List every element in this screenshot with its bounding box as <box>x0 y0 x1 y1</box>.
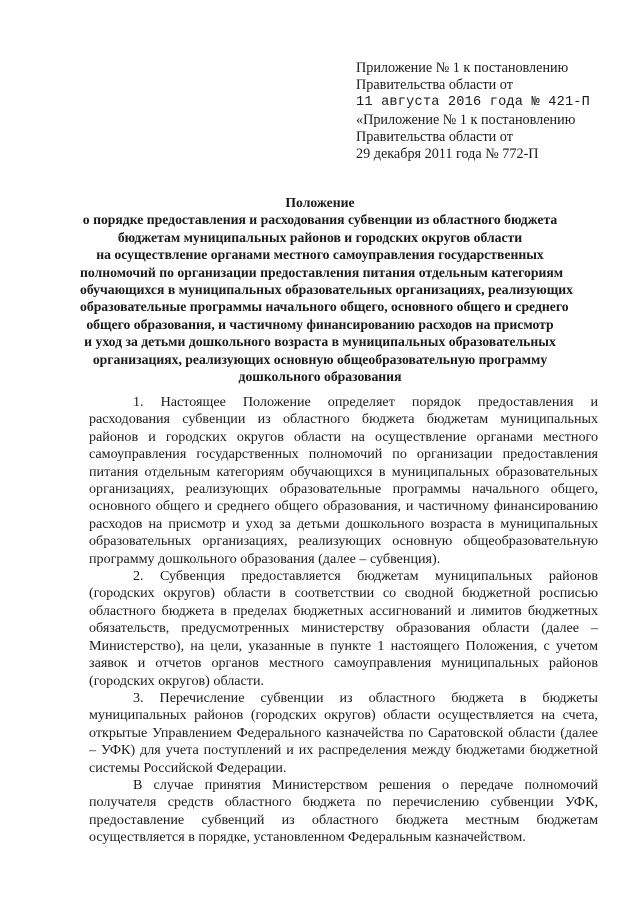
header-quote-line: «Приложение № 1 к постановлению <box>356 111 576 128</box>
title-line: обучающихся в муниципальных образовательных организациях, реализующих <box>80 282 573 298</box>
title-line: на осуществление органами местного самоуправления государственных <box>96 247 544 263</box>
title-line: и уход за детьми дошкольного возраста в муниципальных образовательных <box>84 334 556 350</box>
title-line: общего образования, и частичному финансированию расходов на присмотр <box>86 316 554 332</box>
title-line: о порядке предоставления и расходования субвенции из областного бюджета <box>82 212 558 228</box>
header-quote-line: 29 декабря 2011 года № 772-П <box>356 146 539 163</box>
title-line: бюджетам муниципальных районов и городских округов области <box>117 229 523 245</box>
title-line: полномочий по организации предоставления питания отдельным категориям <box>80 264 564 280</box>
header-line: Приложение № 1 к постановлению <box>356 60 569 76</box>
paragraph-4: В случае принятия Министерством решения о передаче полномочий получателя средств областного бюджета по перечислению субвенции УФК, предоставление субвенций из областного бюджета местным бюджетам осуществляется в порядке, установленном Федеральным казначейством. <box>89 776 598 846</box>
header-line: Правительства области от <box>356 77 513 94</box>
paragraph-1: 1. Настоящее Положение определяет порядок предоставления и расходования субвенции из областного бюджета бюджетам муниципальных районов и городских округов области на осуществление органами местного самоуправления государственных полномочий по организации предоставления питания отдельным категориям обучающихся в муниципальных образовательных организациях, реализующих образовательные программы начального общего, основного общего и среднего общего образования, и частичному финансированию расходов на присмотр и уход за детьми дошкольного возраста в муниципальных образовательных организациях, реализующих основную общеобразовательную программу дошкольного образования (далее – субвенция). <box>89 394 598 567</box>
title-line: организациях, реализующих основную общеобразовательную программу <box>92 351 548 367</box>
document-body <box>89 394 598 847</box>
document-title <box>80 194 573 385</box>
paragraph-2: 2. Субвенция предоставляется бюджетам муниципальных районов (городских округов) области в соответствии со сводной бюджетной росписью областного бюджета в пределах бюджетных ассигнований и лимитов бюджетных обязательств, предусмотренных министерству образования области (далее – Министерство), на цели, указанные в пункте 1 настоящего Положения, с учетом заявок и отчетов органов местного самоуправления муниципальных районов (городских округов) области. <box>89 568 598 689</box>
appendix-header <box>356 60 626 163</box>
title-line: дошкольного образования <box>238 369 402 385</box>
header-quote-line: Правительства области от <box>356 128 513 145</box>
title-line: Положение <box>285 195 355 210</box>
header-date-typed: 11 августа 2016 года № 421-П <box>356 95 591 111</box>
title-line: образовательные программы начального общего, основного общего и среднего <box>80 299 569 315</box>
paragraph-3: 3. Перечисление субвенции из областного бюджета в бюджеты муниципальных районов (городских округов) области осуществляется на счета, открытые Управлением Федерального казначейства по Саратовской области (далее – УФК) для учета поступлений и их распределения между бюджетами бюджетной системы Российской Федерации. <box>89 689 598 776</box>
